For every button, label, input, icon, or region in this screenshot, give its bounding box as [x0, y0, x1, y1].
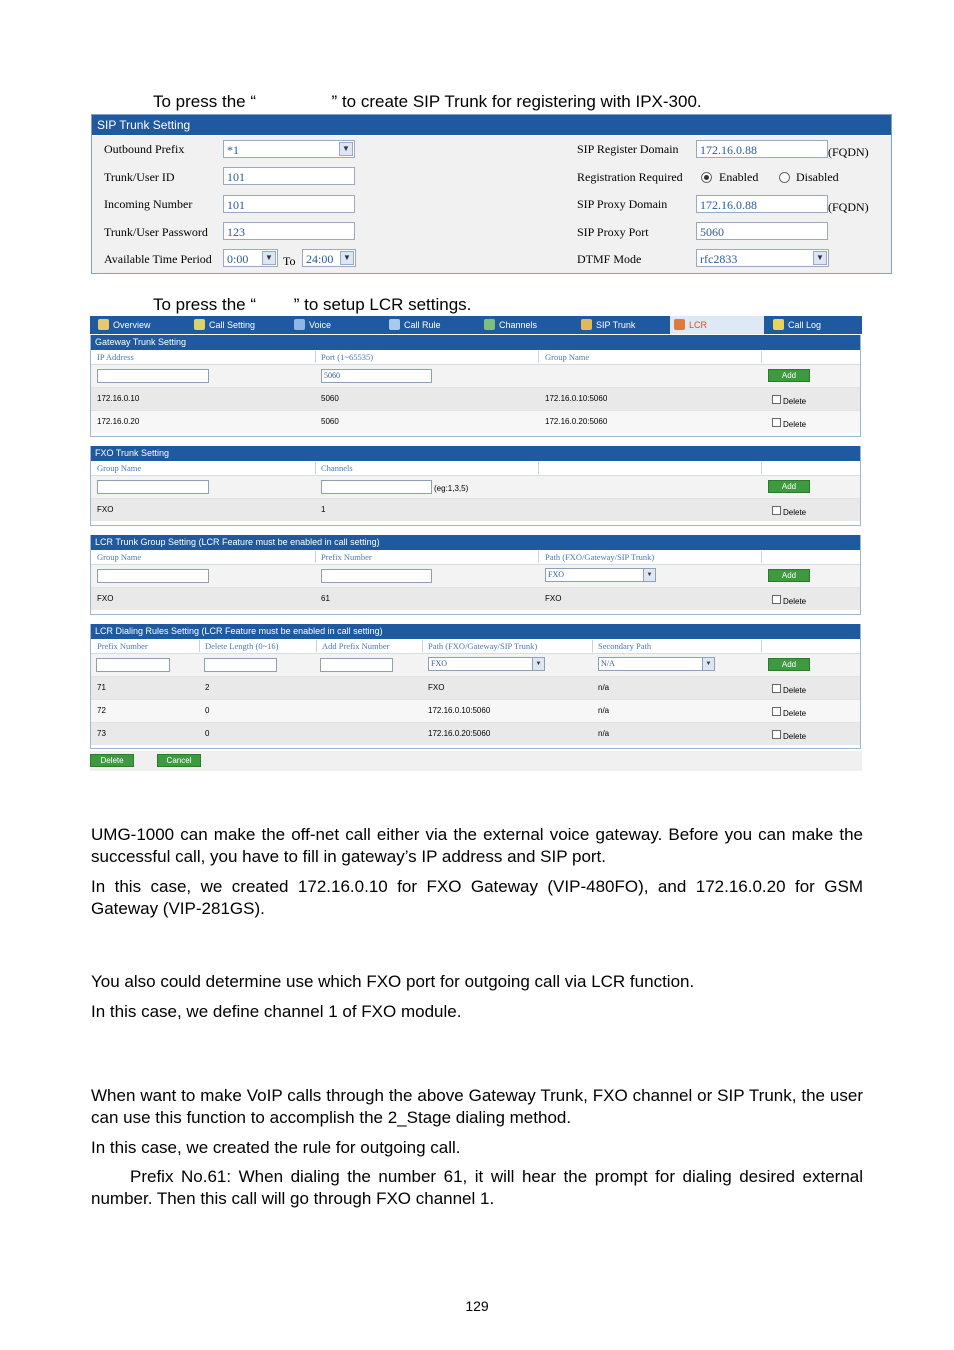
time-from-select[interactable]: 0:00 ▼ [223, 249, 278, 267]
col-channels: Channels [321, 463, 353, 473]
delete-checkbox[interactable] [772, 707, 781, 716]
paragraph-rule-case: In this case, we created the rule for outgoing call. [91, 1138, 461, 1157]
rule-path-select[interactable]: FXO ▼ [428, 657, 545, 671]
proxy-port-label: SIP Proxy Port [577, 225, 649, 239]
disabled-label: Disabled [796, 170, 839, 184]
sip-trunk-setting-panel [91, 114, 892, 274]
sip-trunk-setting-title: SIP Trunk Setting [92, 115, 891, 135]
paragraph-gateway: UMG-1000 can make the off-net call either via the external voice gateway. Before you can make the successful call, you have to fill in gateway’s IP address and SIP port. [91, 825, 863, 866]
gateway-add-button[interactable]: Add [768, 369, 810, 382]
delete-checkbox[interactable] [772, 395, 781, 404]
col-delete-length: Delete Length (0~16) [205, 641, 279, 651]
lcr-group-add-button[interactable]: Add [768, 569, 810, 582]
table-row: 71 2 FXO n/a Delete [91, 676, 860, 699]
proxy-domain-input[interactable]: 172.16.0.88 [696, 195, 828, 213]
fxo-channels-input[interactable] [321, 480, 432, 494]
fxo-group-name-input[interactable] [97, 480, 209, 494]
fqdn-label: (FQDN) [828, 145, 869, 159]
col-group-name: Group Name [97, 552, 142, 562]
chevron-down-icon: ▼ [339, 142, 353, 156]
paragraph-gateway-case: In this case, we created 172.16.0.10 for FXO Gateway (VIP-480FO), and 172.16.0.20 for GSM Gateway (VIP-281GS). [91, 877, 863, 918]
delete-checkbox[interactable] [772, 684, 781, 693]
lcr-dialing-rules-title: LCR Dialing Rules Setting (LCR Feature must be enabled in call setting) [91, 624, 860, 639]
tab-call-rule[interactable]: Call Rule [389, 316, 441, 334]
nav-tabs [90, 316, 862, 334]
registration-required-label: Registration Required [577, 170, 683, 184]
register-domain-label: SIP Register Domain [577, 142, 679, 156]
chevron-down-icon: ▼ [340, 251, 354, 265]
table-row: FXO 1 Delete [91, 498, 860, 521]
lcr-prefix-number-input[interactable] [321, 569, 432, 583]
fxo-trunk-title: FXO Trunk Setting [91, 446, 860, 461]
col-prefix-number: Prefix Number [97, 641, 148, 651]
tab-voice[interactable]: Voice [294, 316, 331, 334]
paragraph-prefix-61: Prefix No.61: When dialing the number 61, it will hear the prompt for dialing desired external number. Then this call will go through FXO channel 1. [91, 1167, 863, 1208]
dtmf-mode-label: DTMF Mode [577, 252, 642, 266]
col-port: Port (1~65535) [321, 352, 374, 362]
incoming-number-label: Incoming Number [104, 197, 193, 211]
page-number: 129 [465, 1298, 489, 1314]
table-row: 172.16.0.10 5060 172.16.0.10:5060 Delete [91, 387, 860, 410]
channels-hint: (eg:1,3,5) [434, 484, 469, 493]
fxo-trunk-section [90, 446, 861, 526]
paragraph-fxo-case: In this case, we define channel 1 of FXO module. [91, 1002, 462, 1021]
col-add-prefix: Add Prefix Number [322, 641, 390, 651]
outbound-prefix-select[interactable]: *1 ▼ [223, 140, 355, 158]
tab-channels[interactable]: Channels [484, 316, 537, 334]
delete-checkbox[interactable] [772, 595, 781, 604]
rule-prefix-input[interactable] [96, 658, 170, 672]
col-path: Path (FXO/Gateway/SIP Trunk) [545, 552, 655, 562]
tab-overview[interactable]: Overview [98, 316, 151, 334]
overview-icon [98, 319, 109, 330]
disabled-radio[interactable] [779, 172, 790, 183]
time-to-select[interactable]: 24:00 ▼ [302, 249, 356, 267]
intro-line-sip: To press the “ ” to create SIP Trunk for registering with IPX-300. [153, 92, 702, 111]
ip-address-input[interactable] [97, 369, 209, 383]
gateway-trunk-title: Gateway Trunk Setting [91, 335, 860, 350]
fxo-add-button[interactable]: Add [768, 480, 810, 493]
trunk-password-label: Trunk/User Password [104, 225, 208, 239]
col-path: Path (FXO/Gateway/SIP Trunk) [428, 641, 538, 651]
paragraph-fxo: You also could determine use which FXO port for outgoing call via LCR function. [91, 972, 695, 991]
proxy-port-input[interactable]: 5060 [696, 222, 828, 240]
col-group-name: Group Name [545, 352, 590, 362]
tab-sip-trunk[interactable]: SIP Trunk [581, 316, 635, 334]
rule-secondary-path-select[interactable]: N/A ▼ [598, 657, 715, 671]
gateway-trunk-section [90, 335, 861, 437]
lcr-icon [674, 319, 685, 330]
table-row: 72 0 172.16.0.10:5060 n/a Delete [91, 699, 860, 722]
delete-checkbox[interactable] [772, 506, 781, 515]
col-group-name: Group Name [97, 463, 142, 473]
outbound-prefix-label: Outbound Prefix [104, 142, 185, 156]
register-domain-input[interactable]: 172.16.0.88 [696, 140, 828, 158]
lcr-path-select[interactable]: FXO ▼ [545, 568, 656, 582]
pencil-icon [194, 319, 205, 330]
to-label: To [283, 254, 296, 268]
col-secondary-path: Secondary Path [598, 641, 652, 651]
port-input[interactable]: 5060 [321, 369, 432, 383]
chevron-down-icon: ▼ [813, 251, 827, 265]
trunk-user-id-input[interactable]: 101 [223, 167, 355, 185]
trunk-password-input[interactable]: 123 [223, 222, 355, 240]
rule-delete-length-input[interactable] [204, 658, 277, 672]
tools-icon [581, 319, 592, 330]
enabled-label: Enabled [719, 170, 759, 184]
phone-icon [294, 319, 305, 330]
chevron-down-icon: ▼ [702, 658, 714, 670]
dtmf-mode-select[interactable]: rfc2833 ▼ [696, 249, 829, 267]
notepad-icon [773, 319, 784, 330]
lcr-dialing-rules-section [90, 624, 861, 749]
grid-icon [484, 319, 495, 330]
rule-add-button[interactable]: Add [768, 658, 810, 671]
enabled-radio[interactable] [701, 172, 712, 183]
paragraph-dialing: When want to make VoIP calls through the above Gateway Trunk, FXO channel or SIP Trunk, the user can use this function to accomplish the 2_Stage dialing method. [91, 1086, 863, 1127]
fqdn-label-2: (FQDN) [828, 200, 869, 214]
tab-lcr[interactable]: LCR [670, 316, 764, 334]
cancel-button[interactable]: Cancel [157, 754, 201, 767]
lcr-group-name-input[interactable] [97, 569, 209, 583]
lcr-trunk-group-section [90, 535, 861, 615]
delete-button[interactable]: Delete [90, 754, 134, 767]
table-row: FXO 61 FXO Delete [91, 587, 860, 610]
intro-line-lcr: To press the “ ” to setup LCR settings. [153, 295, 472, 314]
delete-checkbox[interactable] [772, 730, 781, 739]
table-row: 73 0 172.16.0.20:5060 n/a Delete [91, 722, 860, 745]
col-ip-address: IP Address [97, 352, 134, 362]
time-period-label: Available Time Period [104, 252, 212, 266]
chevron-down-icon: ▼ [262, 251, 276, 265]
tab-call-setting[interactable]: Call Setting [194, 316, 255, 334]
col-prefix-number: Prefix Number [321, 552, 372, 562]
incoming-number-input[interactable]: 101 [223, 195, 355, 213]
lcr-trunk-group-title: LCR Trunk Group Setting (LCR Feature must be enabled in call setting) [91, 535, 860, 550]
rule-add-prefix-input[interactable] [320, 658, 393, 672]
proxy-domain-label: SIP Proxy Domain [577, 197, 668, 211]
chevron-down-icon: ▼ [532, 658, 544, 670]
table-row: 172.16.0.20 5060 172.16.0.20:5060 Delete [91, 410, 860, 433]
list-icon [389, 319, 400, 330]
bottom-bar [90, 751, 862, 771]
chevron-down-icon: ▼ [643, 569, 655, 581]
tab-call-log[interactable]: Call Log [773, 316, 821, 334]
lcr-settings-screenshot [90, 316, 862, 771]
trunk-user-id-label: Trunk/User ID [104, 170, 175, 184]
delete-checkbox[interactable] [772, 418, 781, 427]
